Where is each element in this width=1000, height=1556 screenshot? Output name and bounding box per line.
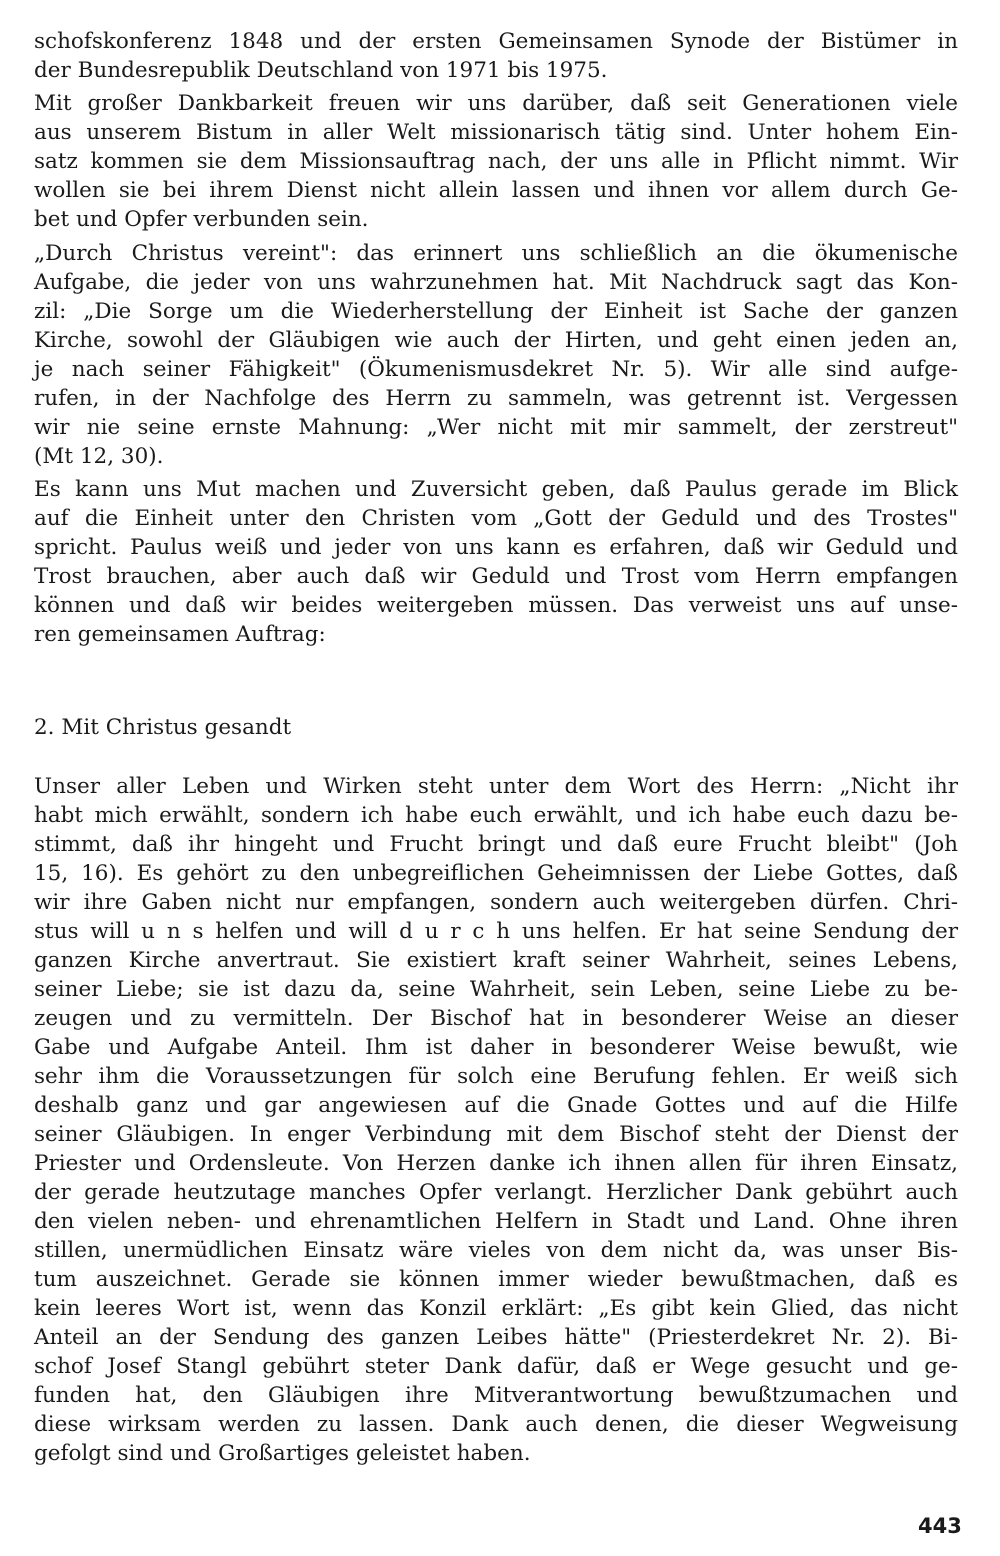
text-line: spricht. Paulus weiß und jeder von uns kann es erfahren, daß wir Geduld und xyxy=(34,535,958,560)
text-line: Trost brauchen, aber auch daß wir Geduld und Trost vom Herrn empfangen xyxy=(34,564,958,589)
text-line: stus will u n s helfen und will d u r c h uns helfen. Er hat seine Sendung der xyxy=(34,919,958,944)
text-line: sehr ihm die Voraussetzungen für solch eine Berufung fehlen. Er weiß sich xyxy=(34,1064,958,1089)
text-line: „Durch Christus vereint": das erinnert uns schließlich an die ökumenische xyxy=(34,241,958,266)
text-line: Es kann uns Mut machen und Zuversicht geben, daß Paulus gerade im Blick xyxy=(34,477,958,502)
text-line: wollen sie bei ihrem Dienst nicht allein lassen und ihnen vor allem durch Ge- xyxy=(34,178,958,203)
text-line: kein leeres Wort ist, wenn das Konzil erklärt: „Es gibt kein Glied, das nicht xyxy=(34,1296,958,1321)
text-line: funden hat, den Gläubigen ihre Mitverantwortung bewußtzumachen und xyxy=(34,1383,958,1408)
text-line: tum auszeichnet. Gerade sie können immer wieder bewußtmachen, daß es xyxy=(34,1267,958,1292)
text-line: Anteil an der Sendung des ganzen Leibes hätte" (Priesterdekret Nr. 2). Bi- xyxy=(34,1325,958,1350)
text-line: deshalb ganz und gar angewiesen auf die Gnade Gottes und auf die Hilfe xyxy=(34,1093,958,1118)
text-line: können und daß wir beides weitergeben müssen. Das verweist uns auf unse- xyxy=(34,593,958,618)
text-line: stillen, unermüdlichen Einsatz wäre vieles von dem nicht da, was unser Bis- xyxy=(34,1238,958,1263)
text-line: der Bundesrepublik Deutschland von 1971 bis 1975. xyxy=(34,58,608,83)
text-line: Mit großer Dankbarkeit freuen wir uns darüber, daß seit Generationen viele xyxy=(34,91,958,116)
text-line: ren gemeinsamen Auftrag: xyxy=(34,622,326,647)
text-line: rufen, in der Nachfolge des Herrn zu sammeln, was getrennt ist. Vergessen xyxy=(34,386,958,411)
text-line: zil: „Die Sorge um die Wiederherstellung der Einheit ist Sache der ganzen xyxy=(34,299,958,324)
text-line: Priester und Ordensleute. Von Herzen danke ich ihnen allen für ihren Einsatz, xyxy=(34,1151,958,1176)
text-line: Unser aller Leben und Wirken steht unter dem Wort des Herrn: „Nicht ihr xyxy=(34,774,958,799)
text-line: 15, 16). Es gehört zu den unbegreiflichen Geheimnissen der Liebe Gottes, daß xyxy=(34,861,958,886)
text-line: der gerade heutzutage manches Opfer verlangt. Herzlicher Dank gebührt auch xyxy=(34,1180,958,1205)
text-line: aus unserem Bistum in aller Welt missionarisch tätig sind. Unter hohem Ein- xyxy=(34,120,958,145)
text-line: wir ihre Gaben nicht nur empfangen, sondern auch weitergeben dürfen. Chri- xyxy=(34,890,958,915)
text-line: seiner Gläubigen. In enger Verbindung mit dem Bischof steht der Dienst der xyxy=(34,1122,958,1147)
page-number: 443 xyxy=(918,1514,962,1538)
text-line: habt mich erwählt, sondern ich habe euch erwählt, und ich habe euch dazu be- xyxy=(34,803,958,828)
text-line: auf die Einheit unter den Christen vom „Gott der Geduld und des Trostes" xyxy=(34,506,958,531)
text-line: den vielen neben- und ehrenamtlichen Helfern in Stadt und Land. Ohne ihren xyxy=(34,1209,958,1234)
text-line: wir nie seine ernste Mahnung: „Wer nicht mit mir sammelt, der zerstreut" xyxy=(34,415,958,440)
text-line: satz kommen sie dem Missionsauftrag nach, der uns alle in Pflicht nimmt. Wir xyxy=(34,149,958,174)
text-line: zeugen und zu vermitteln. Der Bischof hat in besonderer Weise an dieser xyxy=(34,1006,958,1031)
text-line: schof Josef Stangl gebührt steter Dank dafür, daß er Wege gesucht und ge- xyxy=(34,1354,958,1379)
text-line: bet und Opfer verbunden sein. xyxy=(34,207,369,232)
text-line: ganzen Kirche anvertraut. Sie existiert kraft seiner Wahrheit, seines Lebens, xyxy=(34,948,958,973)
text-line: gefolgt sind und Großartiges geleistet haben. xyxy=(34,1441,531,1466)
text-line: stimmt, daß ihr hingeht und Frucht bringt und daß eure Frucht bleibt" (Joh xyxy=(34,832,958,857)
text-line: (Mt 12, 30). xyxy=(34,444,164,469)
section-heading: 2. Mit Christus gesandt xyxy=(34,715,292,740)
text-line: Kirche, sowohl der Gläubigen wie auch der Hirten, und geht einen jeden an, xyxy=(34,328,958,353)
text-line: Aufgabe, die jeder von uns wahrzunehmen hat. Mit Nachdruck sagt das Kon- xyxy=(34,270,958,295)
text-line: Gabe und Aufgabe Anteil. Ihm ist daher in besonderer Weise bewußt, wie xyxy=(34,1035,958,1060)
text-line: schofskonferenz 1848 und der ersten Gemeinsamen Synode der Bistümer in xyxy=(34,29,958,54)
text-line: seiner Liebe; sie ist dazu da, seine Wahrheit, sein Leben, seine Liebe zu be- xyxy=(34,977,958,1002)
text-line: diese wirksam werden zu lassen. Dank auch denen, die dieser Wegweisung xyxy=(34,1412,958,1437)
text-line: je nach seiner Fähigkeit" (Ökumenismusdekret Nr. 5). Wir alle sind aufge- xyxy=(34,357,958,382)
